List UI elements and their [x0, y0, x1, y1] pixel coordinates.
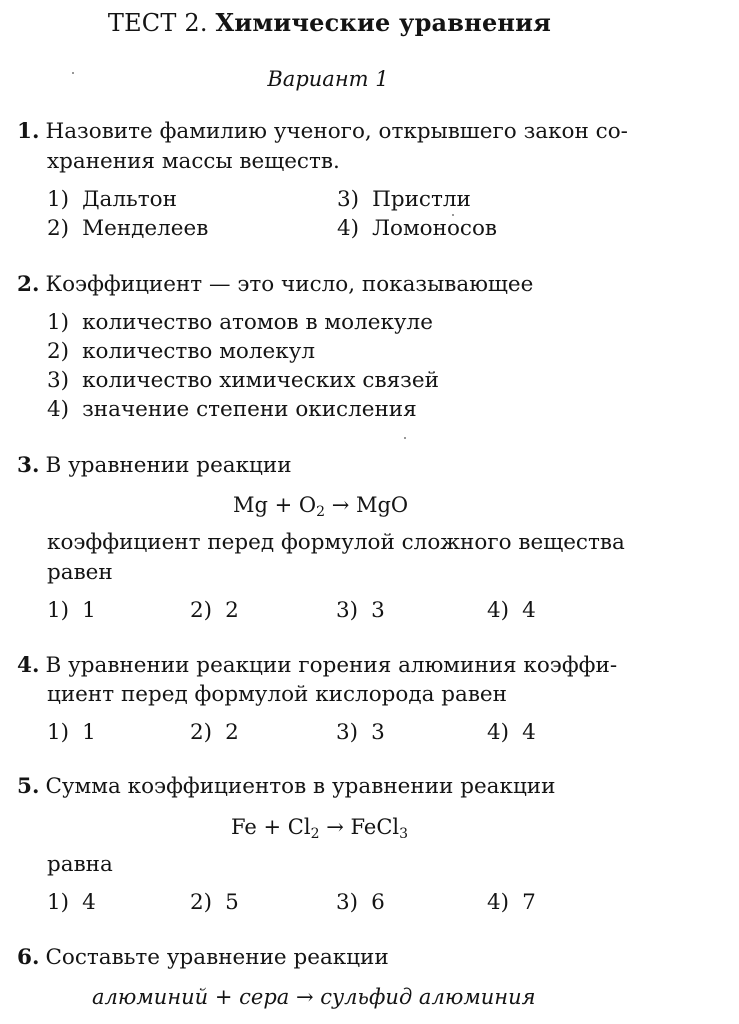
- page-title: [0, 8, 659, 37]
- question-number: 1.: [17, 119, 40, 144]
- question-text-continued: циент перед формулой кислорода равен: [47, 682, 507, 707]
- option-3: 3) количество химических связей: [47, 368, 439, 393]
- question-text-continued: равен: [47, 560, 113, 585]
- reaction-equation: $Mg + O_2$ → MgO: [233, 493, 409, 520]
- option-4: 4) 4: [487, 598, 536, 623]
- option-3: 3) 6: [336, 890, 385, 915]
- question-6: [17, 945, 389, 970]
- option-2: 2) 2: [190, 598, 239, 623]
- question-1: [17, 119, 628, 144]
- test-label: ТЕСТ 2.: [107, 9, 208, 37]
- question-text: Сумма коэффициентов в уравнении реакции: [45, 774, 556, 799]
- option-1: 1) количество атомов в молекуле: [47, 310, 433, 335]
- question-text: Назовите фамилию ученого, открывшего закон со-: [45, 119, 628, 144]
- option-2: 2) 2: [190, 720, 239, 745]
- reaction-equation: $Fe + Cl_2$ → FeCl$_3$: [231, 815, 409, 842]
- question-text-continued: равна: [47, 852, 113, 877]
- option-1: 1) 1: [47, 598, 96, 623]
- option-1: 1) 4: [47, 890, 96, 915]
- question-number: 5.: [17, 774, 40, 799]
- option-3: 3) 3: [336, 720, 385, 745]
- test-title: Химические уравнения: [215, 8, 552, 37]
- question-text: В уравнении реакции: [45, 453, 292, 478]
- question-number: 6.: [17, 945, 40, 970]
- option-3: 3) Пристли: [337, 187, 471, 212]
- question-text: Составьте уравнение реакции: [45, 945, 389, 970]
- option-1: 1) Дальтон: [47, 187, 177, 212]
- option-4: 4) 7: [487, 890, 536, 915]
- question-text-continued: коэффициент перед формулой сложного вещества: [47, 530, 625, 555]
- option-3: 3) 3: [336, 598, 385, 623]
- scan-speck: [72, 72, 74, 74]
- question-5: [17, 774, 555, 799]
- question-number: 2.: [17, 272, 40, 297]
- question-3: [17, 453, 292, 478]
- option-4: 4) 4: [487, 720, 536, 745]
- question-number: 3.: [17, 453, 40, 478]
- question-2: [17, 272, 533, 297]
- question-text: Коэффициент — это число, показывающее: [45, 272, 534, 297]
- option-2: 2) 5: [190, 890, 239, 915]
- question-text-continued: хранения массы веществ.: [47, 149, 340, 174]
- scan-speck: [452, 214, 454, 216]
- question-4: [17, 653, 617, 678]
- option-1: 1) 1: [47, 720, 96, 745]
- option-4: 4) Ломоносов: [337, 216, 497, 241]
- option-2: 2) Менделеев: [47, 216, 209, 241]
- option-2: 2) количество молекул: [47, 339, 315, 364]
- scan-speck: [404, 437, 406, 439]
- question-text: В уравнении реакции горения алюминия коэффи-: [45, 653, 618, 678]
- reaction-words-equation: алюминий + сера → сульфид алюминия: [92, 985, 536, 1009]
- variant-label: Вариант 1: [267, 67, 389, 91]
- question-number: 4.: [17, 653, 40, 678]
- option-4: 4) значение степени окисления: [47, 397, 417, 422]
